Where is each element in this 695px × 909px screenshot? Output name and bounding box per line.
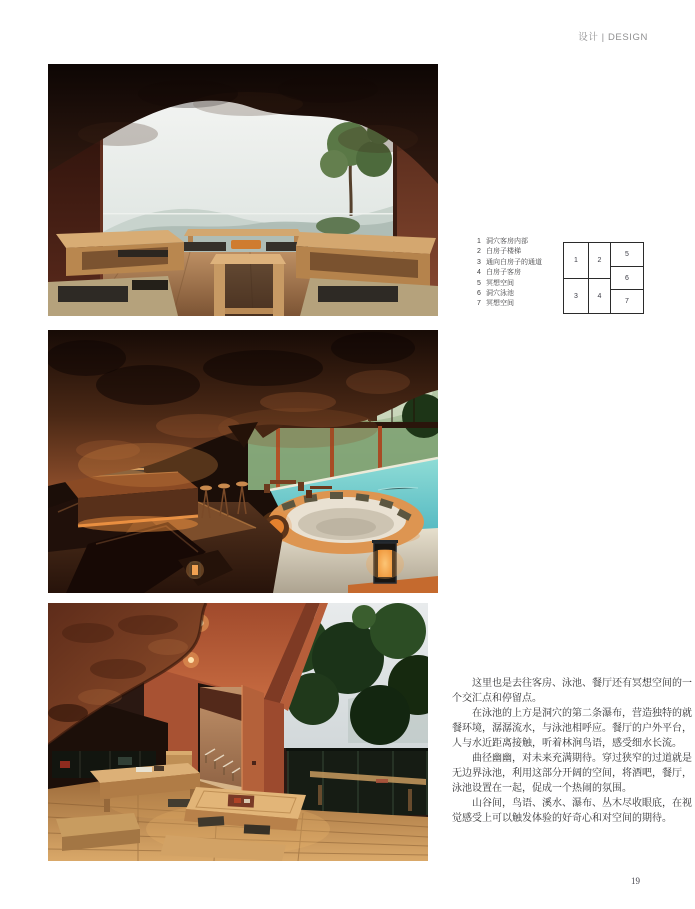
legend-item-label: 洞穴泳池: [486, 290, 514, 298]
legend-item: [477, 299, 542, 309]
photo-cave-bar-pool: [48, 330, 438, 593]
diagram-cell-2: 2: [589, 243, 611, 279]
legend-item-number: 3: [477, 258, 481, 266]
legend-item-label: 洞穴客房内部: [486, 238, 528, 245]
section-header: 设计 | DESIGN: [578, 32, 648, 43]
paragraph: 山谷间，鸟语、溪水、瀑布、丛木尽收眼底，在视觉感受上可以触发体验的好奇心和对空间的期待。: [452, 798, 692, 824]
diagram-cell-1: 1: [564, 243, 589, 279]
legend-item-label: 白房子客房: [486, 269, 521, 277]
legend-item-number: 5: [477, 279, 481, 287]
article-body: [452, 676, 692, 826]
diagram-cell-4: 4: [589, 279, 611, 313]
diagram-cell-3: 3: [564, 279, 589, 313]
photo-terrace-space: [48, 603, 428, 861]
photo-cave-guest-room-illustration: [48, 64, 438, 316]
photo-layout-diagram: [563, 242, 644, 314]
legend-item: [477, 237, 542, 247]
photo-terrace-space-illustration: [48, 603, 428, 861]
legend-item-number: 1: [477, 238, 481, 245]
paragraph: 在泳池的上方是洞穴的第二条瀑布，营造独特的就餐环境，潺潺流水，与泳池相呼应。餐厅的户外平台，人与水近距离接触，听着林涧鸟语，感受细水长流。: [452, 708, 692, 749]
diagram-cell-7: 7: [625, 298, 629, 305]
page-number: 19: [631, 876, 640, 886]
legend-item-number: 4: [477, 269, 481, 277]
legend-item-label: 冥想空间: [486, 279, 514, 287]
photo-legend: [477, 237, 542, 310]
legend-item: [477, 258, 542, 268]
legend-item: [477, 268, 542, 278]
diagram-cell-6: 6: [611, 267, 643, 290]
legend-item-number: 6: [477, 290, 481, 298]
diagram-cell-5: 5: [611, 243, 643, 267]
legend-item: [477, 247, 542, 257]
photo-cave-guest-room: [48, 64, 438, 316]
legend-item-label: 冥想空间: [486, 300, 514, 308]
legend-item: [477, 279, 542, 289]
photo-cave-bar-pool-illustration: [48, 330, 438, 593]
legend-item-number: 2: [477, 248, 481, 256]
legend-item: [477, 289, 542, 299]
legend-item-label: 白房子楼梯: [486, 248, 521, 256]
paragraph: 曲径幽幽，对未来充满期待。穿过狭窄的过道就是无边界泳池，利用这部分开阔的空间，将酒吧，餐厅，泳池设置在一起，促成一个热闹的氛围。: [452, 753, 692, 794]
legend-item-number: 7: [477, 300, 481, 308]
paragraph: 这里也是去往客房、泳池、餐厅还有冥想空间的一个交汇点和停留点。: [452, 678, 692, 704]
legend-item-label: 通向白房子的通道: [486, 258, 542, 266]
